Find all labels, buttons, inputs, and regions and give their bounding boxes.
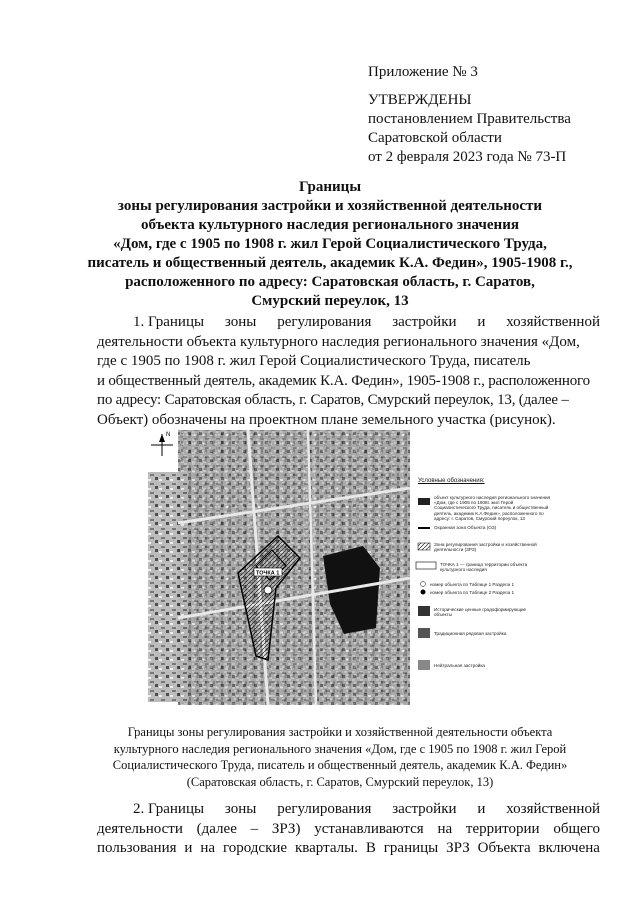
word: на [200, 840, 216, 856]
word: общего [553, 820, 600, 837]
legend-item-traditional: Традиционная рядовая застройка [434, 631, 507, 636]
legend-item-zrz: Зона регулирования застройки и хозяйственной деятельности (ЗРЗ) [434, 542, 537, 553]
word: зоны [224, 801, 257, 817]
legend-item-object: объект культурного наследия регионального значения «Дом, где с 1905 по 1908г. жил Герой Социалистического Труда, писатель и общественный деятель, академик К.А.Федин», расположенного по адресу: г. Саратов, Смурский переулок, 13 [434, 495, 551, 521]
approval-line-1: постановлением Правительства [368, 111, 571, 127]
appendix-number: Приложение № 3 [368, 64, 478, 80]
title-line-4: «Дом, где с 1905 по 1908 г. жил Герой Социалистического Труда, [113, 236, 547, 252]
word: пользования [97, 840, 177, 856]
object-marker [264, 586, 272, 594]
svg-text:N: N [166, 432, 171, 438]
paragraph-1 [97, 313, 600, 430]
title-line-5: писатель и общественный деятель, академик К.А. Федин», 1905-1908 г., [87, 255, 573, 271]
paragraph-1-line-3: где с 1905 по 1908 г. жил Герой Социалистического Труда, писатель [97, 353, 531, 369]
legend-item-neutral: Нейтральная застройка [434, 663, 485, 668]
word: деятельности [97, 820, 183, 837]
point-label: ТОЧКА 1 [256, 570, 280, 577]
word: В [365, 840, 376, 856]
word: хозяйственной [506, 314, 600, 330]
word: Объекта [477, 840, 531, 856]
legend-title: Условные обозначения: [418, 478, 485, 484]
paragraph-1-line-4: и общественный деятель, академик К.А. Федин», 1905-1908 г., расположенного [97, 372, 590, 389]
word: кварталы. [294, 840, 358, 856]
paragraph-1-line-6: Объект) обозначены на проектном плане земельного участка (рисунок). [97, 411, 556, 428]
word: – [250, 820, 259, 837]
legend-item-oz: Охранная зона Объекта (ОЗ) [434, 525, 497, 530]
approval-line-3: от 2 февраля 2023 года № 73-П [368, 149, 567, 165]
approved-stamp: УТВЕРЖДЕНЫ [368, 92, 472, 108]
caption-line-1: Границы зоны регулирования застройки и хозяйственной деятельности объекта [127, 725, 553, 739]
caption-line-4: (Саратовская область, г. Саратов, Смурский переулок, 13) [186, 774, 494, 789]
paragraph-1-line-5: по адресу: Саратовская область, г. Саратов, Смурский переулок, 13, (далее – [97, 392, 569, 408]
document-title [60, 178, 600, 311]
word: зоны [224, 314, 257, 330]
legend-item-table2: номер объекта по Таблице 2 Раздела 1 [430, 590, 514, 595]
word: включена [538, 840, 600, 856]
word: 2. Границы [133, 801, 205, 817]
word: ЗРЗ) [271, 820, 301, 837]
word: регулирования [277, 314, 372, 330]
word: и [184, 840, 193, 856]
word: на [437, 820, 453, 837]
word: и [477, 314, 486, 330]
figure-caption [90, 724, 590, 790]
paragraph-1-line-1 [133, 313, 600, 333]
word: (далее [196, 820, 237, 837]
word: устанавливаются [314, 820, 424, 837]
word: 1. Границы [133, 314, 205, 330]
paragraph-2 [97, 800, 600, 859]
word: и [477, 801, 486, 817]
word: ЗРЗ [446, 840, 470, 856]
compass-icon [151, 432, 173, 456]
word: городские [222, 840, 288, 856]
paragraph-2-line-3 [97, 839, 600, 859]
paragraph-1-line-2: деятельности объекта культурного наследия регионального значения «Дом, [97, 333, 580, 350]
legend-item-table1: номер объекта по Таблице 1 Раздела 1 [430, 582, 514, 587]
title-line-3: объекта культурного наследия регионального значения [141, 217, 519, 233]
title-line-7: Смурский переулок, 13 [251, 293, 409, 309]
title-line-1: Границы [298, 179, 362, 195]
legend-item-point: ТОЧКА 1 — граница территории объекта культурного наследия [440, 562, 528, 573]
title-line-2: зоны регулирования застройки и хозяйственной деятельности [117, 198, 543, 214]
word: застройки [392, 314, 457, 330]
word: территории [465, 820, 540, 837]
word: хозяйственной [506, 801, 600, 817]
word: границы [383, 840, 439, 856]
paragraph-2-line-1 [133, 800, 600, 820]
word: регулирования [277, 801, 372, 817]
legend-item-historic: Исторические ценные градоформирующие объекты [434, 607, 527, 618]
paragraph-2-line-2 [97, 820, 600, 840]
map-figure [148, 428, 558, 710]
title-line-6: расположенного по адресу: Саратовская область, г. Саратов, [125, 274, 535, 290]
word: застройки [392, 801, 457, 817]
approval-line-2: Саратовской области [368, 130, 502, 146]
caption-line-3: Социалистического Труда, писатель и общественный деятель, академик К.А. Федин» [112, 758, 568, 772]
caption-line-2: культурного наследия регионального значения «Дом, где с 1905 по 1908 г. жил Герой [113, 741, 567, 756]
